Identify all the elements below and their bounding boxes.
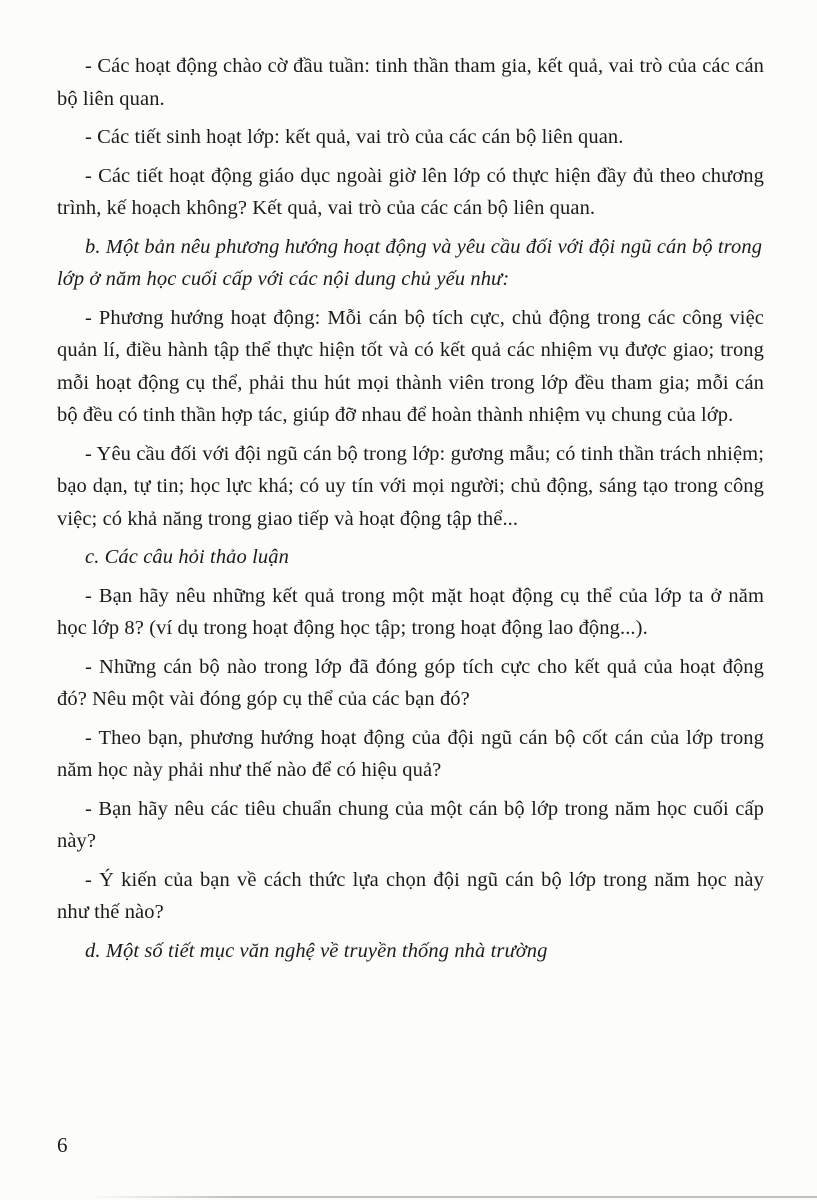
- bullet-paragraph: - Yêu cầu đối với đội ngũ cán bộ trong lớp: gương mẫu; có tinh thần trách nhiệm; bạo dạn, tự tin; học lực khá; có uy tín với mọi người; chủ động, sáng tạo trong công việc; có khả năng trong giao tiếp và hoạt động tập thể...: [57, 442, 764, 530]
- bullet-paragraph: - Bạn hãy nêu những kết quả trong một mặt hoạt động cụ thể của lớp ta ở năm học lớp 8? (ví dụ trong hoạt động học tập; trong hoạt động lao động...).: [57, 584, 764, 639]
- page-number: 6: [57, 1133, 68, 1157]
- bullet-paragraph: - Theo bạn, phương hướng hoạt động của đội ngũ cán bộ cốt cán của lớp trong năm học này phải như thế nào để có hiệu quả?: [57, 726, 764, 781]
- bullet-paragraph: - Các hoạt động chào cờ đầu tuần: tinh thần tham gia, kết quả, vai trò của các cán bộ liên quan.: [57, 55, 764, 110]
- bullet-paragraph: - Phương hướng hoạt động: Mỗi cán bộ tích cực, chủ động trong các công việc quản lí, điều hành tập thể thực hiện tốt và có kết quả các nhiệm vụ được giao; trong mỗi hoạt động cụ thể, phải thu hút mọi thành viên trong lớp đều tham gia; mỗi cán bộ đều có tinh thần hợp tác, giúp đỡ nhau để hoàn thành nhiệm vụ chung của lớp.: [57, 306, 764, 426]
- scan-edge-line: [90, 1196, 817, 1198]
- bullet-paragraph: - Các tiết sinh hoạt lớp: kết quả, vai trò của các cán bộ liên quan.: [85, 126, 624, 148]
- section-heading-d: d. Một số tiết mục văn nghệ về truyền thống nhà trường: [85, 939, 548, 962]
- section-heading-c: c. Các câu hỏi thảo luận: [85, 546, 289, 568]
- bullet-paragraph: - Các tiết hoạt động giáo dục ngoài giờ lên lớp có thực hiện đầy đủ theo chương trình, kế hoạch không? Kết quả, vai trò của các cán bộ liên quan.: [57, 164, 764, 219]
- bullet-paragraph: - Bạn hãy nêu các tiêu chuẩn chung của một cán bộ lớp trong năm học cuối cấp này?: [57, 797, 764, 852]
- bullet-paragraph: - Ý kiến của bạn về cách thức lựa chọn đội ngũ cán bộ lớp trong năm học này như thế nào?: [57, 868, 764, 923]
- page-content: [57, 50, 764, 973]
- section-heading-b: b. Một bản nêu phương hướng hoạt động và yêu cầu đối với đội ngũ cán bộ trong lớp ở năm học cuối cấp với các nội dung chủ yếu như:: [57, 235, 763, 290]
- bullet-paragraph: - Những cán bộ nào trong lớp đã đóng góp tích cực cho kết quả của hoạt động đó? Nêu một vài đóng góp cụ thể của các bạn đó?: [57, 655, 764, 710]
